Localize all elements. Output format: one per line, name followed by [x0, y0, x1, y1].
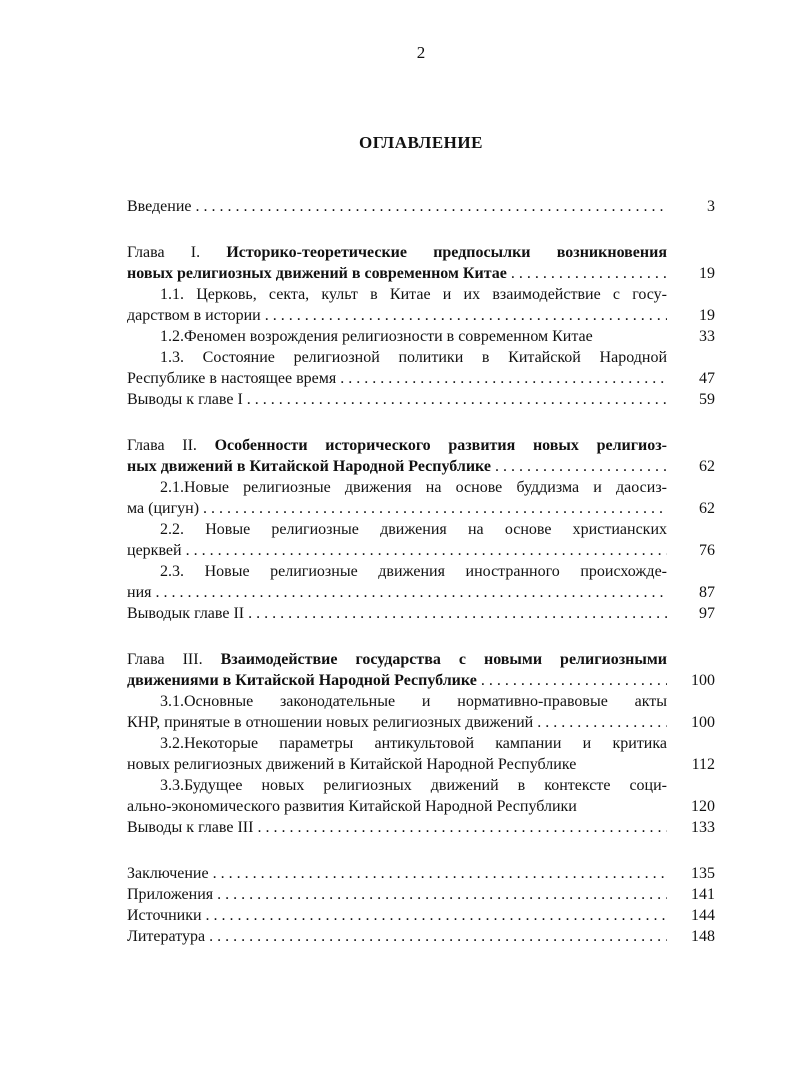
toc-section-3-3: [127, 775, 717, 796]
toc-entry-text: Источники . . .: [127, 905, 667, 926]
toc-page-number: 120: [691, 798, 715, 815]
toc-section-text-cont: ния . . .: [127, 582, 667, 603]
toc-section-text: 1.2.Феномен возрождения религиозности в современном Китае: [160, 328, 593, 345]
toc-page-number: 19: [699, 265, 715, 282]
toc-section-text: 1.1. Церковь, секта, культ в Китае и их взаимодействие с госу-: [160, 286, 667, 303]
toc-page-number: 135: [691, 865, 715, 882]
toc-chapter-3-heading-cont: [127, 670, 717, 691]
toc-section-text: 1.3. Состояние религиозной политики в Китайской Народной: [160, 349, 667, 366]
toc-entry-text: Выводы к главе III . . .: [127, 817, 667, 838]
toc-section-text-cont: церквей . . .: [127, 540, 667, 561]
toc-chapter-3-heading: [127, 649, 717, 670]
toc-section-1-1: [127, 284, 717, 305]
toc-section-1-1-cont: [127, 305, 717, 326]
toc-entry-conclusion: [127, 863, 717, 884]
toc-entry-appendices: [127, 884, 717, 905]
toc-page-number: 148: [691, 928, 715, 945]
toc-section-3-2: [127, 733, 717, 754]
toc-page-number: 59: [699, 391, 715, 408]
toc-section-3-1: [127, 691, 717, 712]
toc-entry-literature: [127, 926, 717, 947]
toc-chapter-heading-line: [127, 242, 667, 263]
toc-section-3-3-cont: [127, 796, 717, 817]
toc-chapter-2-heading-cont: [127, 456, 717, 477]
toc-section-text-cont: ально-экономического развития Китайской Народной Республики: [127, 798, 577, 815]
toc-chapter-1-conclusions: [127, 389, 717, 410]
toc-entry-text: Введение . . .: [127, 196, 667, 217]
table-of-contents: [127, 196, 717, 947]
chapter-title-cont: новых религиозных движений в современном Китае: [127, 265, 507, 282]
toc-section-1-3-cont: [127, 368, 717, 389]
chapter-prefix: Глава II.: [127, 437, 215, 454]
toc-page-number: 97: [699, 605, 715, 622]
toc-section-text-cont: Республике в настоящее время . . .: [127, 368, 667, 389]
toc-page-number: 33: [699, 328, 715, 345]
toc-entry-text: Литература . . .: [127, 926, 667, 947]
chapter-prefix: Глава I.: [127, 244, 227, 261]
toc-section-text: 3.1.Основные законодательные и нормативно-правовые акты: [160, 693, 667, 710]
page-number: 2: [416, 43, 426, 62]
toc-section-2-3: [127, 561, 717, 582]
toc-chapter-1-heading: [127, 242, 717, 263]
toc-section-1-3: [127, 347, 717, 368]
toc-section-text: 2.3. Новые религиозные движения иностранного происхожде-: [160, 563, 667, 580]
toc-chapter-2-heading: [127, 435, 717, 456]
toc-page-number: 62: [699, 500, 715, 517]
toc-chapter-1-heading-cont: [127, 263, 717, 284]
toc-section-1-2: [127, 326, 717, 347]
toc-section-2-2-cont: [127, 540, 717, 561]
toc-section-text: 3.2.Некоторые параметры антикультовой кампании и критика: [160, 735, 667, 752]
toc-section-2-2: [127, 519, 717, 540]
page-title: ОГЛАВЛЕНИЕ: [359, 133, 483, 152]
toc-section-text-cont: новых религиозных движений в Китайской Народной Республике: [127, 756, 577, 773]
toc-page-number: 144: [691, 907, 715, 924]
toc-section-2-3-cont: [127, 582, 717, 603]
toc-section-3-1-cont: [127, 712, 717, 733]
toc-chapter-heading-line: [127, 435, 667, 456]
toc-section-2-1-cont: [127, 498, 717, 519]
toc-section-text: 2.1.Новые религиозные движения на основе буддизма и даосиз-: [160, 479, 667, 496]
toc-page-number: 62: [699, 458, 715, 475]
chapter-title-cont: ных движений в Китайской Народной Республике: [127, 458, 491, 475]
toc-page-number: 141: [691, 886, 715, 903]
toc-chapter-heading-line: [127, 649, 667, 670]
toc-section-text-cont: ма (цигун) . . .: [127, 498, 667, 519]
toc-section-2-1: [127, 477, 717, 498]
toc-entry-text: Заключение . . .: [127, 863, 667, 884]
chapter-title: Историко-теоретические предпосылки возникновения: [226, 244, 667, 261]
toc-section-text-cont: дарством в истории . . .: [127, 305, 667, 326]
toc-page-number: 100: [691, 672, 715, 689]
toc-section-text-cont: КНР, принятые в отношении новых религиозных движений . . .: [127, 712, 667, 733]
toc-page-number: 112: [691, 756, 715, 773]
chapter-prefix: Глава III.: [127, 651, 221, 668]
toc-chapter-3-conclusions: [127, 817, 717, 838]
toc-page-number: 133: [691, 819, 715, 836]
toc-section-3-2-cont: [127, 754, 717, 775]
toc-page-number: 47: [699, 370, 715, 387]
toc-section-text: 3.3.Будущее новых религиозных движений в контексте соци-: [160, 777, 667, 794]
chapter-title: Взаимодействие государства с новыми религиозными: [220, 651, 667, 668]
toc-entry-text: Выводы к главе I . . .: [127, 389, 667, 410]
toc-page-number: 76: [699, 542, 715, 559]
chapter-title: Особенности исторического развития новых религиоз-: [214, 437, 667, 454]
toc-page-number: 87: [699, 584, 715, 601]
toc-section-text: 2.2. Новые религиозные движения на основе христианских: [160, 521, 667, 538]
toc-entry-introduction: [127, 196, 717, 217]
chapter-title-cont: движениями в Китайской Народной Республике: [127, 672, 477, 689]
toc-page-number: 3: [707, 198, 715, 215]
toc-entry-text: Выводык главе II . . .: [127, 603, 667, 624]
toc-chapter-2-conclusions: [127, 603, 717, 624]
toc-entry-sources: [127, 905, 717, 926]
toc-page-number: 19: [699, 307, 715, 324]
toc-page-number: 100: [691, 714, 715, 731]
toc-entry-text: Приложения . . .: [127, 884, 667, 905]
